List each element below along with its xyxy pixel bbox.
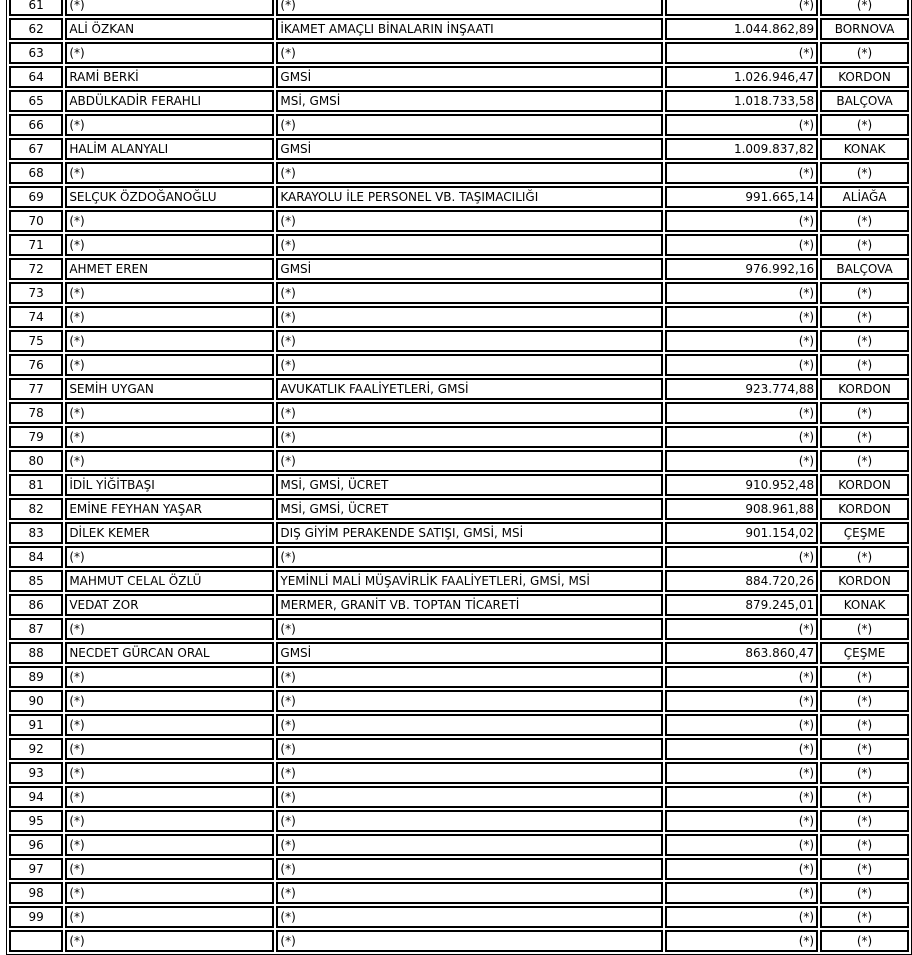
activity-cell: (*) bbox=[276, 546, 662, 568]
row-number-cell: 91 bbox=[9, 714, 63, 736]
taxpayer-name-cell: (*) bbox=[65, 714, 274, 736]
tax-amount-cell: (*) bbox=[665, 666, 818, 688]
taxpayer-table-body bbox=[9, 0, 909, 952]
tax-office-cell: (*) bbox=[820, 234, 909, 256]
tax-office-cell: (*) bbox=[820, 306, 909, 328]
taxpayer-name-cell: (*) bbox=[65, 546, 274, 568]
table-row bbox=[9, 330, 909, 352]
table-row bbox=[9, 0, 909, 16]
taxpayer-list-container bbox=[6, 0, 912, 955]
taxpayer-name-cell: VEDAT ZOR bbox=[65, 594, 274, 616]
taxpayer-name-cell: (*) bbox=[65, 810, 274, 832]
table-row bbox=[9, 282, 909, 304]
activity-cell: GMSİ bbox=[276, 66, 662, 88]
activity-cell: (*) bbox=[276, 738, 662, 760]
tax-office-cell: (*) bbox=[820, 354, 909, 376]
row-number-cell: 63 bbox=[9, 42, 63, 64]
row-number-cell: 97 bbox=[9, 858, 63, 880]
taxpayer-name-cell: (*) bbox=[65, 306, 274, 328]
activity-cell: GMSİ bbox=[276, 258, 662, 280]
taxpayer-name-cell: (*) bbox=[65, 762, 274, 784]
activity-cell: (*) bbox=[276, 426, 662, 448]
taxpayer-name-cell: İDİL YİĞİTBAŞI bbox=[65, 474, 274, 496]
taxpayer-name-cell: (*) bbox=[65, 0, 274, 16]
tax-office-cell: (*) bbox=[820, 618, 909, 640]
tax-office-cell: (*) bbox=[820, 834, 909, 856]
row-number-cell: 81 bbox=[9, 474, 63, 496]
tax-amount-cell: 1.018.733,58 bbox=[665, 90, 818, 112]
activity-cell: MSİ, GMSİ, ÜCRET bbox=[276, 474, 662, 496]
tax-amount-cell: 879.245,01 bbox=[665, 594, 818, 616]
tax-office-cell: (*) bbox=[820, 786, 909, 808]
table-row bbox=[9, 186, 909, 208]
row-number-cell: 83 bbox=[9, 522, 63, 544]
taxpayer-name-cell: (*) bbox=[65, 42, 274, 64]
row-number-cell: 99 bbox=[9, 906, 63, 928]
taxpayer-name-cell: (*) bbox=[65, 666, 274, 688]
activity-cell: (*) bbox=[276, 666, 662, 688]
tax-office-cell: (*) bbox=[820, 882, 909, 904]
tax-office-cell: (*) bbox=[820, 450, 909, 472]
row-number-cell: 98 bbox=[9, 882, 63, 904]
tax-amount-cell: (*) bbox=[665, 858, 818, 880]
tax-office-cell: (*) bbox=[820, 666, 909, 688]
table-row bbox=[9, 234, 909, 256]
row-number-cell: 89 bbox=[9, 666, 63, 688]
row-number-cell: 84 bbox=[9, 546, 63, 568]
tax-office-cell: (*) bbox=[820, 738, 909, 760]
taxpayer-name-cell: (*) bbox=[65, 234, 274, 256]
activity-cell: MSİ, GMSİ bbox=[276, 90, 662, 112]
row-number-cell: 73 bbox=[9, 282, 63, 304]
tax-amount-cell: 884.720,26 bbox=[665, 570, 818, 592]
tax-office-cell: (*) bbox=[820, 426, 909, 448]
taxpayer-table bbox=[6, 0, 912, 955]
table-row bbox=[9, 882, 909, 904]
taxpayer-name-cell: (*) bbox=[65, 210, 274, 232]
table-row bbox=[9, 90, 909, 112]
row-number-cell: 86 bbox=[9, 594, 63, 616]
tax-office-cell: (*) bbox=[820, 402, 909, 424]
tax-office-cell: (*) bbox=[820, 162, 909, 184]
row-number-cell: 61 bbox=[9, 0, 63, 16]
tax-office-cell: BORNOVA bbox=[820, 18, 909, 40]
activity-cell: (*) bbox=[276, 690, 662, 712]
activity-cell: (*) bbox=[276, 930, 662, 952]
tax-amount-cell: 910.952,48 bbox=[665, 474, 818, 496]
taxpayer-name-cell: (*) bbox=[65, 906, 274, 928]
tax-amount-cell: (*) bbox=[665, 906, 818, 928]
activity-cell: (*) bbox=[276, 810, 662, 832]
tax-amount-cell: (*) bbox=[665, 714, 818, 736]
tax-office-cell: ÇEŞME bbox=[820, 522, 909, 544]
tax-amount-cell: (*) bbox=[665, 234, 818, 256]
taxpayer-name-cell: RAMİ BERKİ bbox=[65, 66, 274, 88]
tax-amount-cell: (*) bbox=[665, 0, 818, 16]
tax-office-cell: KORDON bbox=[820, 66, 909, 88]
table-row bbox=[9, 786, 909, 808]
tax-amount-cell: (*) bbox=[665, 114, 818, 136]
activity-cell: (*) bbox=[276, 330, 662, 352]
tax-amount-cell: (*) bbox=[665, 930, 818, 952]
activity-cell: (*) bbox=[276, 354, 662, 376]
row-number-cell: 76 bbox=[9, 354, 63, 376]
tax-office-cell: KONAK bbox=[820, 138, 909, 160]
taxpayer-name-cell: (*) bbox=[65, 402, 274, 424]
table-row bbox=[9, 354, 909, 376]
activity-cell: (*) bbox=[276, 402, 662, 424]
tax-office-cell: KORDON bbox=[820, 474, 909, 496]
row-number-cell: 88 bbox=[9, 642, 63, 664]
tax-amount-cell: 1.044.862,89 bbox=[665, 18, 818, 40]
row-number-cell: 67 bbox=[9, 138, 63, 160]
activity-cell: YEMİNLİ MALİ MÜŞAVİRLİK FAALİYETLERİ, GMSİ, MSİ bbox=[276, 570, 662, 592]
table-row bbox=[9, 594, 909, 616]
taxpayer-name-cell: (*) bbox=[65, 882, 274, 904]
taxpayer-name-cell: (*) bbox=[65, 786, 274, 808]
tax-office-cell: (*) bbox=[820, 858, 909, 880]
tax-office-cell: (*) bbox=[820, 0, 909, 16]
activity-cell: (*) bbox=[276, 834, 662, 856]
taxpayer-name-cell: (*) bbox=[65, 834, 274, 856]
activity-cell: GMSİ bbox=[276, 642, 662, 664]
row-number-cell: 85 bbox=[9, 570, 63, 592]
taxpayer-name-cell: (*) bbox=[65, 426, 274, 448]
tax-office-cell: (*) bbox=[820, 42, 909, 64]
row-number-cell: 75 bbox=[9, 330, 63, 352]
activity-cell: GMSİ bbox=[276, 138, 662, 160]
taxpayer-name-cell: (*) bbox=[65, 738, 274, 760]
activity-cell: (*) bbox=[276, 210, 662, 232]
tax-amount-cell: 863.860,47 bbox=[665, 642, 818, 664]
table-row bbox=[9, 474, 909, 496]
row-number-cell: 93 bbox=[9, 762, 63, 784]
activity-cell: MSİ, GMSİ, ÜCRET bbox=[276, 498, 662, 520]
row-number-cell: 70 bbox=[9, 210, 63, 232]
tax-amount-cell: (*) bbox=[665, 210, 818, 232]
tax-office-cell: (*) bbox=[820, 810, 909, 832]
activity-cell: İKAMET AMAÇLI BİNALARIN İNŞAATI bbox=[276, 18, 662, 40]
row-number-cell: 79 bbox=[9, 426, 63, 448]
table-row bbox=[9, 930, 909, 952]
table-row bbox=[9, 522, 909, 544]
table-row bbox=[9, 906, 909, 928]
tax-amount-cell: 991.665,14 bbox=[665, 186, 818, 208]
table-row bbox=[9, 138, 909, 160]
taxpayer-name-cell: DİLEK KEMER bbox=[65, 522, 274, 544]
tax-amount-cell: 1.026.946,47 bbox=[665, 66, 818, 88]
taxpayer-name-cell: HALİM ALANYALI bbox=[65, 138, 274, 160]
tax-office-cell: (*) bbox=[820, 690, 909, 712]
taxpayer-name-cell: ABDÜLKADİR FERAHLI bbox=[65, 90, 274, 112]
table-row bbox=[9, 810, 909, 832]
tax-amount-cell: (*) bbox=[665, 402, 818, 424]
row-number-cell: 92 bbox=[9, 738, 63, 760]
tax-amount-cell: (*) bbox=[665, 738, 818, 760]
tax-office-cell: BALÇOVA bbox=[820, 258, 909, 280]
tax-amount-cell: 1.009.837,82 bbox=[665, 138, 818, 160]
row-number-cell: 95 bbox=[9, 810, 63, 832]
row-number-cell: 71 bbox=[9, 234, 63, 256]
row-number-cell: 87 bbox=[9, 618, 63, 640]
table-row bbox=[9, 642, 909, 664]
tax-amount-cell: (*) bbox=[665, 162, 818, 184]
tax-office-cell: ALİAĞA bbox=[820, 186, 909, 208]
table-row bbox=[9, 834, 909, 856]
tax-amount-cell: (*) bbox=[665, 786, 818, 808]
taxpayer-name-cell: (*) bbox=[65, 282, 274, 304]
tax-amount-cell: (*) bbox=[665, 882, 818, 904]
taxpayer-name-cell: (*) bbox=[65, 690, 274, 712]
tax-office-cell: KONAK bbox=[820, 594, 909, 616]
taxpayer-name-cell: (*) bbox=[65, 162, 274, 184]
row-number-cell: 65 bbox=[9, 90, 63, 112]
table-row bbox=[9, 762, 909, 784]
row-number-cell: 90 bbox=[9, 690, 63, 712]
activity-cell: (*) bbox=[276, 714, 662, 736]
tax-amount-cell: (*) bbox=[665, 306, 818, 328]
tax-amount-cell: (*) bbox=[665, 546, 818, 568]
taxpayer-name-cell: (*) bbox=[65, 114, 274, 136]
tax-amount-cell: (*) bbox=[665, 762, 818, 784]
table-row bbox=[9, 714, 909, 736]
tax-amount-cell: (*) bbox=[665, 618, 818, 640]
tax-office-cell: (*) bbox=[820, 114, 909, 136]
table-row bbox=[9, 402, 909, 424]
row-number-cell: 80 bbox=[9, 450, 63, 472]
tax-amount-cell: (*) bbox=[665, 330, 818, 352]
activity-cell: (*) bbox=[276, 0, 662, 16]
tax-amount-cell: (*) bbox=[665, 810, 818, 832]
tax-office-cell: (*) bbox=[820, 714, 909, 736]
activity-cell: (*) bbox=[276, 618, 662, 640]
taxpayer-name-cell: ALİ ÖZKAN bbox=[65, 18, 274, 40]
taxpayer-name-cell: (*) bbox=[65, 930, 274, 952]
tax-office-cell: (*) bbox=[820, 546, 909, 568]
tax-amount-cell: (*) bbox=[665, 690, 818, 712]
activity-cell: (*) bbox=[276, 162, 662, 184]
row-number-cell: 72 bbox=[9, 258, 63, 280]
tax-office-cell: KORDON bbox=[820, 570, 909, 592]
table-row bbox=[9, 618, 909, 640]
taxpayer-name-cell: (*) bbox=[65, 450, 274, 472]
taxpayer-name-cell: SELÇUK ÖZDOĞANOĞLU bbox=[65, 186, 274, 208]
row-number-cell: 69 bbox=[9, 186, 63, 208]
activity-cell: (*) bbox=[276, 282, 662, 304]
row-number-cell bbox=[9, 930, 63, 952]
taxpayer-name-cell: (*) bbox=[65, 354, 274, 376]
tax-office-cell: (*) bbox=[820, 930, 909, 952]
tax-amount-cell: (*) bbox=[665, 354, 818, 376]
taxpayer-name-cell: SEMİH UYGAN bbox=[65, 378, 274, 400]
activity-cell: AVUKATLIK FAALİYETLERİ, GMSİ bbox=[276, 378, 662, 400]
table-row bbox=[9, 210, 909, 232]
table-row bbox=[9, 378, 909, 400]
tax-amount-cell: (*) bbox=[665, 282, 818, 304]
table-row bbox=[9, 42, 909, 64]
activity-cell: (*) bbox=[276, 906, 662, 928]
row-number-cell: 94 bbox=[9, 786, 63, 808]
row-number-cell: 68 bbox=[9, 162, 63, 184]
taxpayer-name-cell: (*) bbox=[65, 618, 274, 640]
table-row bbox=[9, 546, 909, 568]
tax-office-cell: (*) bbox=[820, 282, 909, 304]
table-row bbox=[9, 162, 909, 184]
taxpayer-name-cell: EMİNE FEYHAN YAŞAR bbox=[65, 498, 274, 520]
tax-office-cell: ÇEŞME bbox=[820, 642, 909, 664]
activity-cell: (*) bbox=[276, 450, 662, 472]
tax-office-cell: (*) bbox=[820, 210, 909, 232]
table-row bbox=[9, 450, 909, 472]
table-row bbox=[9, 426, 909, 448]
row-number-cell: 62 bbox=[9, 18, 63, 40]
activity-cell: (*) bbox=[276, 858, 662, 880]
tax-amount-cell: (*) bbox=[665, 834, 818, 856]
table-row bbox=[9, 690, 909, 712]
activity-cell: (*) bbox=[276, 786, 662, 808]
table-row bbox=[9, 18, 909, 40]
tax-office-cell: BALÇOVA bbox=[820, 90, 909, 112]
row-number-cell: 66 bbox=[9, 114, 63, 136]
table-row bbox=[9, 858, 909, 880]
tax-office-cell: (*) bbox=[820, 906, 909, 928]
tax-amount-cell: 976.992,16 bbox=[665, 258, 818, 280]
tax-amount-cell: 923.774,88 bbox=[665, 378, 818, 400]
row-number-cell: 64 bbox=[9, 66, 63, 88]
tax-office-cell: KORDON bbox=[820, 498, 909, 520]
table-row bbox=[9, 66, 909, 88]
activity-cell: (*) bbox=[276, 234, 662, 256]
activity-cell: DIŞ GİYİM PERAKENDE SATIŞI, GMSİ, MSİ bbox=[276, 522, 662, 544]
activity-cell: KARAYOLU İLE PERSONEL VB. TAŞIMACILIĞI bbox=[276, 186, 662, 208]
table-row bbox=[9, 570, 909, 592]
tax-office-cell: (*) bbox=[820, 762, 909, 784]
table-row bbox=[9, 498, 909, 520]
tax-amount-cell: (*) bbox=[665, 450, 818, 472]
table-row bbox=[9, 666, 909, 688]
table-row bbox=[9, 738, 909, 760]
row-number-cell: 74 bbox=[9, 306, 63, 328]
tax-office-cell: KORDON bbox=[820, 378, 909, 400]
taxpayer-name-cell: AHMET EREN bbox=[65, 258, 274, 280]
tax-office-cell: (*) bbox=[820, 330, 909, 352]
row-number-cell: 96 bbox=[9, 834, 63, 856]
taxpayer-name-cell: NECDET GÜRCAN ORAL bbox=[65, 642, 274, 664]
table-row bbox=[9, 114, 909, 136]
table-row bbox=[9, 306, 909, 328]
row-number-cell: 77 bbox=[9, 378, 63, 400]
table-row bbox=[9, 258, 909, 280]
tax-amount-cell: 901.154,02 bbox=[665, 522, 818, 544]
tax-amount-cell: (*) bbox=[665, 426, 818, 448]
activity-cell: MERMER, GRANİT VB. TOPTAN TİCARETİ bbox=[276, 594, 662, 616]
activity-cell: (*) bbox=[276, 762, 662, 784]
tax-amount-cell: 908.961,88 bbox=[665, 498, 818, 520]
activity-cell: (*) bbox=[276, 882, 662, 904]
taxpayer-name-cell: (*) bbox=[65, 330, 274, 352]
activity-cell: (*) bbox=[276, 306, 662, 328]
row-number-cell: 78 bbox=[9, 402, 63, 424]
tax-amount-cell: (*) bbox=[665, 42, 818, 64]
taxpayer-name-cell: (*) bbox=[65, 858, 274, 880]
taxpayer-name-cell: MAHMUT CELAL ÖZLÜ bbox=[65, 570, 274, 592]
activity-cell: (*) bbox=[276, 42, 662, 64]
activity-cell: (*) bbox=[276, 114, 662, 136]
row-number-cell: 82 bbox=[9, 498, 63, 520]
